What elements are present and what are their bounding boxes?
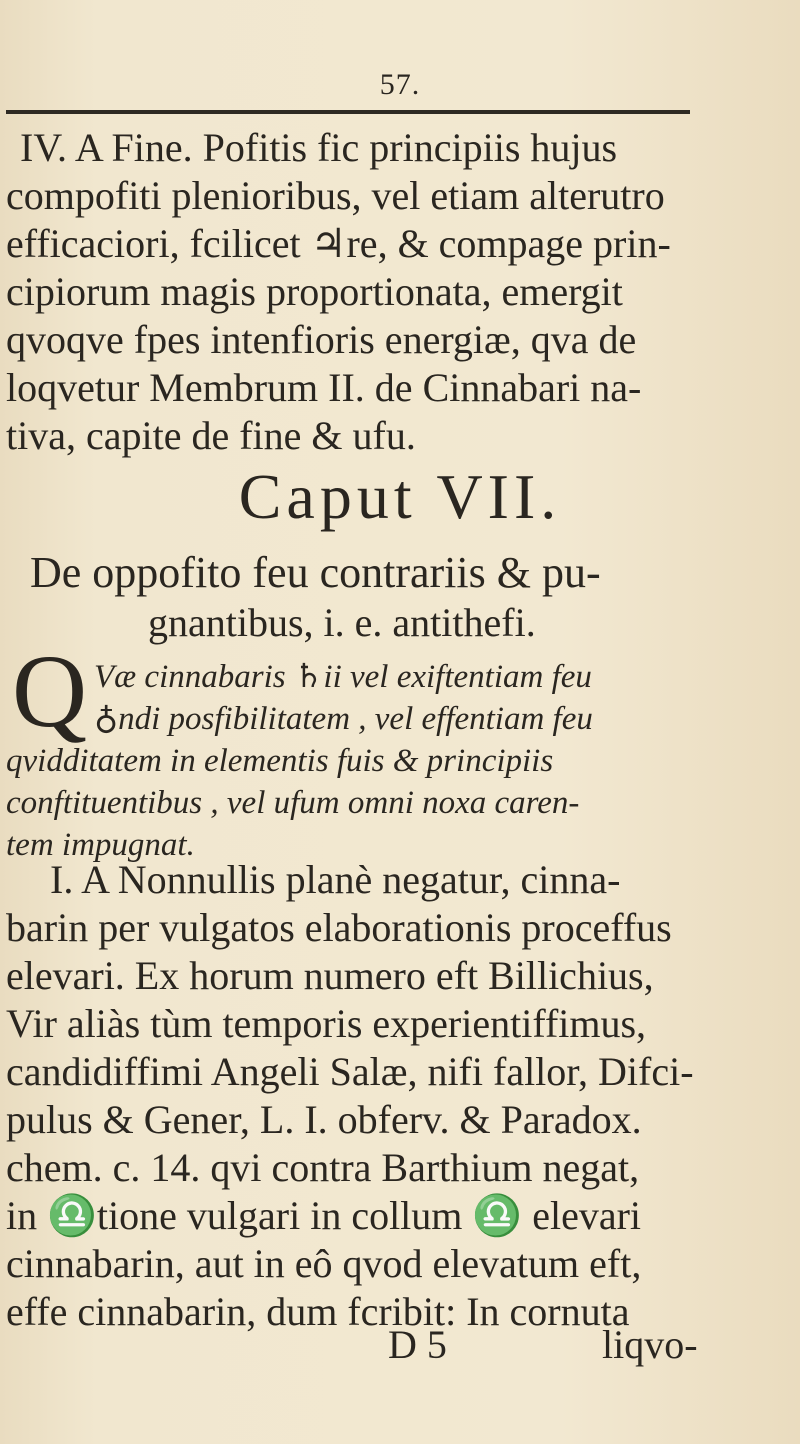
signature-mark: D 5 — [388, 1322, 447, 1367]
text-line: efficaciori, fcilicet ♃re, & compage prin- — [6, 221, 671, 266]
page-footer — [0, 1318, 800, 1372]
text-line: pulus & Gener, L. I. obferv. & Paradox. — [6, 1097, 642, 1142]
text-line: conftituentibus , vel ufum omni noxa caren- — [6, 785, 580, 821]
header-rule — [6, 110, 690, 114]
drop-cap: Q — [12, 634, 88, 749]
chapter-heading: Caput VII. — [238, 461, 562, 532]
subtitle-line: gnantibus, i. e. antithefi. — [148, 600, 536, 645]
text-line: candidiffimi Angeli Salæ, nifi fallor, Difci- — [6, 1049, 694, 1094]
text-line: compofiti plenioribus, vel etiam alterutro — [6, 173, 665, 218]
text-line: IV. A Fine. Pofitis fic principiis hujus — [20, 125, 618, 170]
text-line: elevari. Ex horum numero eft Billichius, — [6, 953, 654, 998]
text-line: chem. c. 14. qvi contra Barthium negat, — [6, 1145, 640, 1190]
text-line: in ♎tione vulgari in collum ♎ elevari — [6, 1193, 642, 1238]
catchword: liqvo- — [602, 1322, 698, 1367]
text-line: qvoqve fpes intenfioris energiæ, qva de — [6, 317, 637, 362]
text-line: ♁ndi posfibilitatem , vel effentiam feu — [94, 701, 593, 737]
text-line: cinnabarin, aut in eô qvod elevatum eft, — [6, 1241, 642, 1286]
text-line: Væ cinnabaris ♄ii vel exiftentiam feu — [94, 659, 592, 695]
text-line: loqvetur Membrum II. de Cinnabari na- — [6, 365, 642, 410]
text-line: cipiorum magis proportionata, emergit — [6, 269, 623, 314]
text-line: tem impugnat. — [6, 827, 195, 863]
text-line: qvidditatem in elementis fuis & principiis — [6, 743, 554, 779]
text-line: I. A Nonnullis planè negatur, cinna- — [50, 857, 621, 902]
text-line: barin per vulgatos elaborationis proceffus — [6, 905, 672, 950]
text-line: tiva, capite de fine & ufu. — [6, 413, 416, 458]
subtitle-line: De oppofito feu contrariis & pu- — [30, 548, 601, 597]
text-line: Vir aliàs tùm temporis experientiffimus, — [6, 1001, 647, 1046]
text-line: effe cinnabarin, dum fcribit: In cornuta — [6, 1289, 630, 1334]
page-number: 57. — [379, 68, 421, 101]
